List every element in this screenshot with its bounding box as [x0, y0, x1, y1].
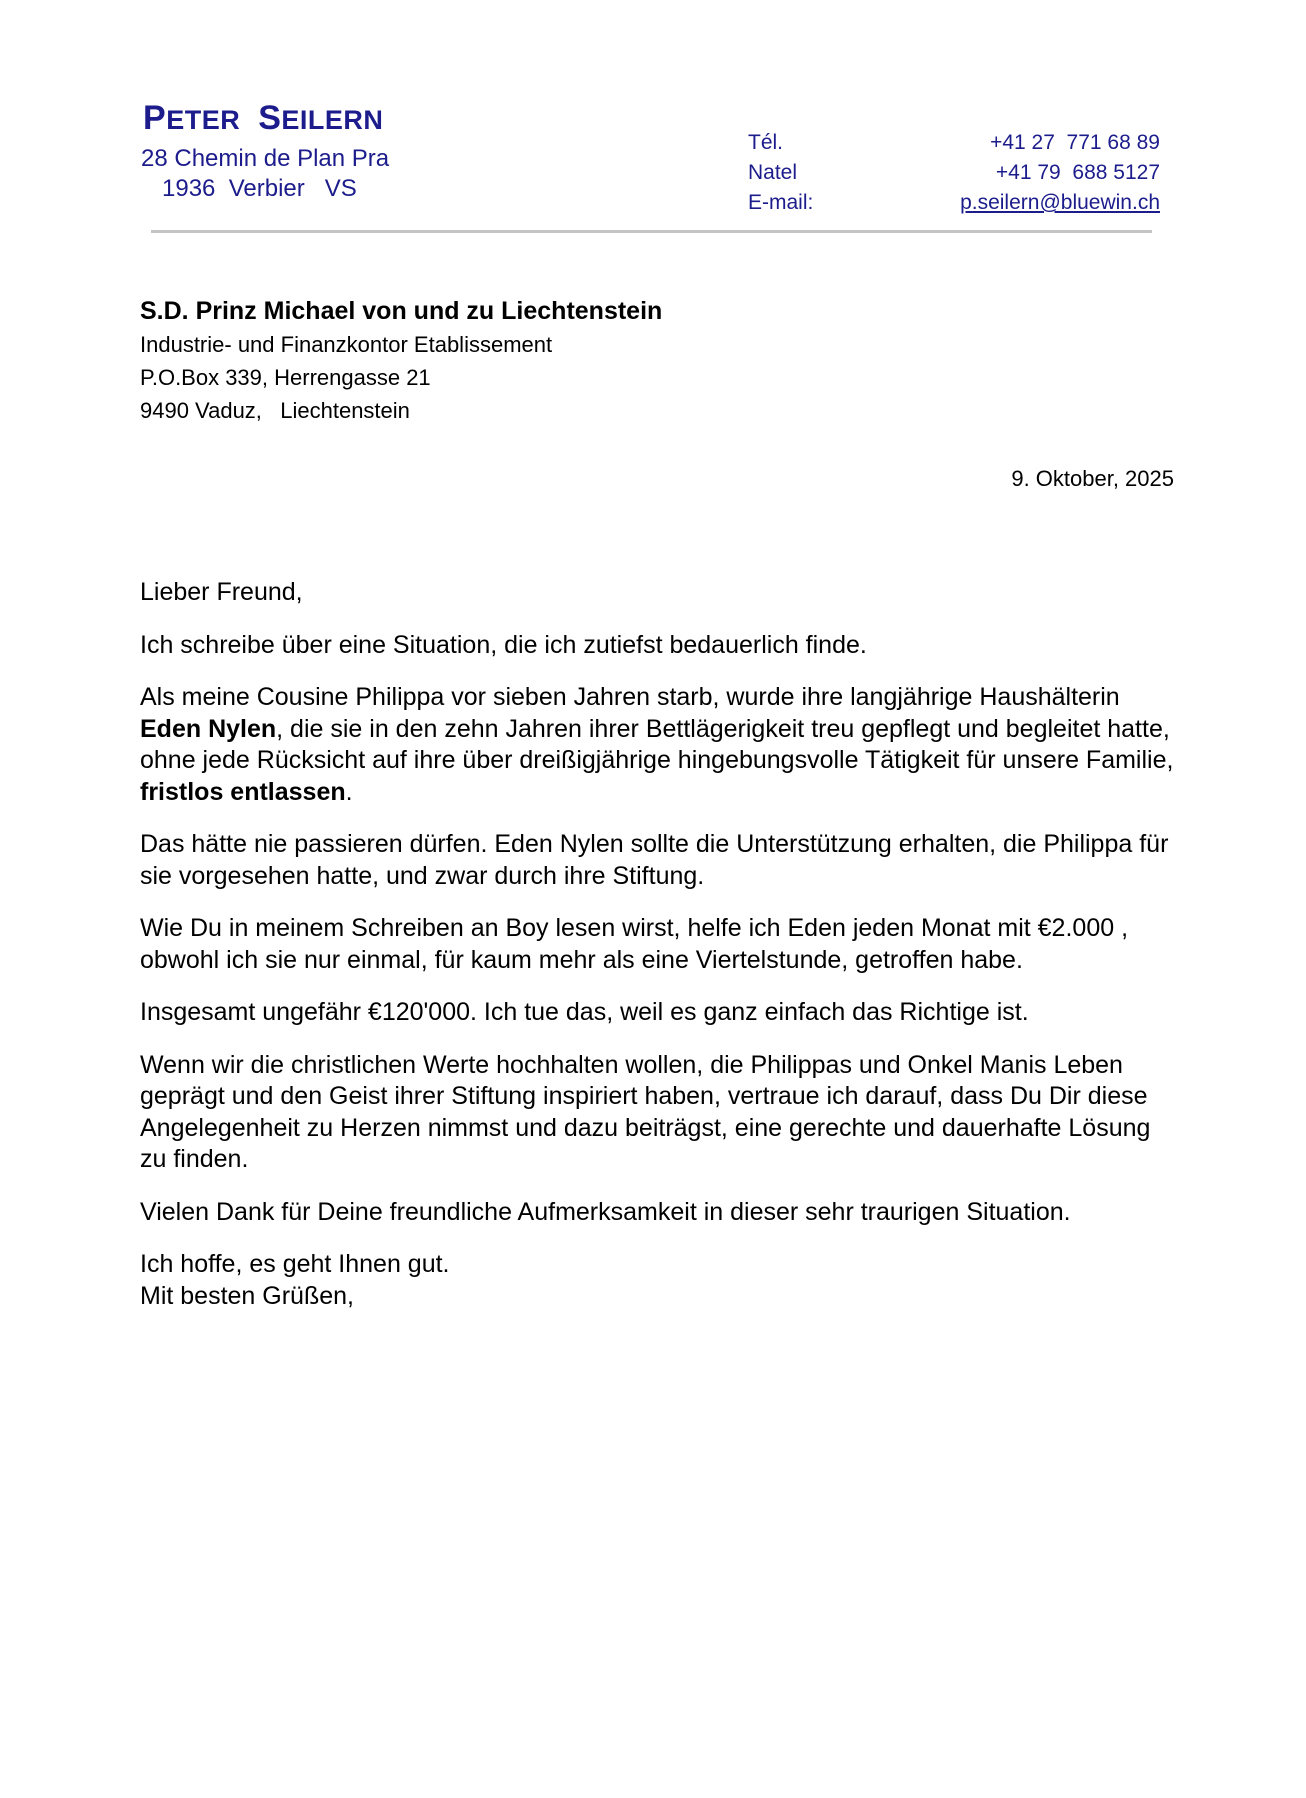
- salutation: Lieber Freund,: [140, 578, 303, 606]
- header-divider: [151, 230, 1152, 233]
- paragraph-5: Insgesamt ungefähr €120'000. Ich tue das, weil es ganz einfach das Richtige ist.: [140, 998, 1029, 1026]
- closing-line-1: Ich hoffe, es geht Ihnen gut.: [140, 1250, 450, 1278]
- recipient-name: S.D. Prinz Michael von und zu Liechtenstein: [140, 297, 663, 325]
- recipient-address: [140, 295, 662, 427]
- contact-row-email: [748, 188, 1160, 218]
- paragraph-2-part-b: , die sie in den zehn Jahren ihrer Bettlägerigkeit treu gepflegt und begleitet hatte, ohne jede Rücksicht auf ihre über dreißigjährige hingebungsvolle Tätigkeit für unsere Familie,: [140, 714, 1174, 774]
- paragraph-2-part-c: .: [345, 777, 353, 806]
- letter-date: 9. Oktober, 2025: [1011, 466, 1174, 491]
- contact-value-mobile: +41 79 688 5127: [995, 161, 1160, 184]
- paragraph-4: Wie Du in meinem Schreiben an Boy lesen wirst, helfe ich Eden jeden Monat mit €2.000 , obwohl ich sie nur einmal, für kaum mehr als eine Viertelstunde, getroffen habe.: [140, 914, 1129, 974]
- contact-row-mobile: [748, 158, 1160, 188]
- paragraph-6: Wenn wir die christlichen Werte hochhalten wollen, die Philippas und Onkel Manis Leben geprägt und den Geist ihrer Stiftung inspiriert haben, vertraue ich darauf, dass Du Dir diese Angelegenheit zu Herzen nimmst und dazu beiträgst, eine gerechte und dauerhafte Lösung zu finden.: [140, 1050, 1151, 1173]
- paragraph-2: [140, 682, 1180, 808]
- letter-body: [140, 577, 1180, 1312]
- sender-last-rest: EILERN: [281, 105, 384, 135]
- paragraph-3: Das hätte nie passieren dürfen. Eden Nylen sollte die Unterstützung erhalten, die Philippa für sie vorgesehen hatte, und zwar durch ihre Stiftung.: [140, 830, 1169, 890]
- contact-block: [748, 128, 1160, 218]
- contact-value-phone: +41 27 771 68 89: [990, 131, 1160, 154]
- bold-name: Eden Nylen: [140, 714, 277, 743]
- contact-row-phone: [748, 128, 1160, 158]
- recipient-line-company: Industrie- und Finanzkontor Etablissement: [140, 332, 553, 357]
- closing-line-2: Mit besten Grüßen,: [140, 1281, 354, 1310]
- letterhead: [0, 0, 1306, 240]
- sender-name: [143, 99, 383, 138]
- contact-label-mobile: Natel: [748, 161, 798, 184]
- contact-label-phone: Tél.: [748, 131, 784, 154]
- email-link[interactable]: p.seilern@bluewin.ch: [960, 191, 1160, 214]
- sender-last-initial: S: [258, 99, 282, 137]
- sender-first-initial: P: [143, 99, 167, 137]
- sender-street: 28 Chemin de Plan Pra: [141, 145, 390, 172]
- paragraph-2-part-a: Als meine Cousine Philippa vor sieben Jahren starb, wurde ihre langjährige Haushälterin: [140, 683, 1120, 711]
- recipient-line-city: 9490 Vaduz, Liechtenstein: [140, 398, 410, 423]
- paragraph-1: Ich schreibe über eine Situation, die ich zutiefst bedauerlich finde.: [140, 630, 867, 659]
- contact-label-email: E-mail:: [748, 191, 814, 214]
- sender-first-rest: ETER: [166, 105, 241, 135]
- bold-dismissal: fristlos entlassen: [140, 777, 346, 806]
- paragraph-7: Vielen Dank für Deine freundliche Aufmerksamkeit in dieser sehr traurigen Situation.: [140, 1197, 1071, 1226]
- recipient-line-street: P.O.Box 339, Herrengasse 21: [140, 365, 431, 390]
- sender-city: 1936 Verbier VS: [162, 175, 357, 202]
